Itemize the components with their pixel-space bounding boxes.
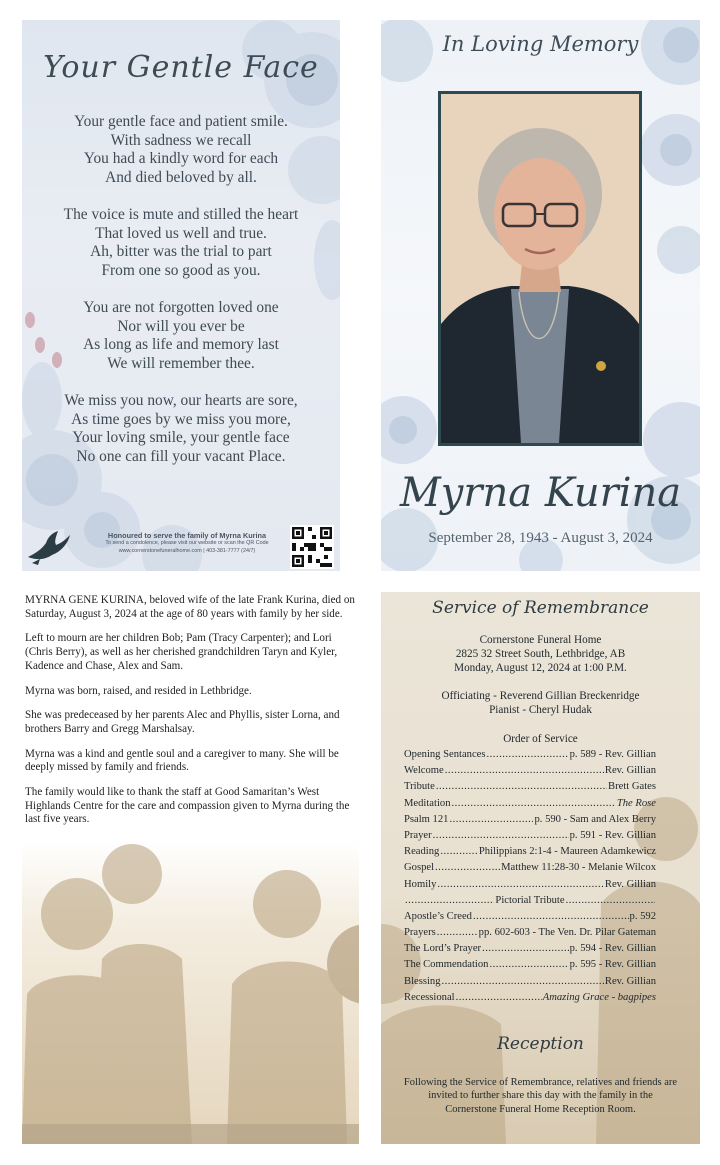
leader-dots	[437, 927, 478, 938]
poem-line: Nor will you ever be	[117, 317, 245, 335]
obituary-paragraph: The family would like to thank the staff at Good Samaritan’s West Highlands Centre for the care and compassion given to Myrna during the last five years.	[25, 786, 350, 826]
footer-line: To send a condolence, please visit our website or scan the QR Code	[105, 540, 269, 546]
obituary-paragraph: MYRNA GENE KURINA, beloved wife of the late Frank Kurina, died on Saturday, August 3, 2024 at the age of 80 years with family by her side.	[25, 594, 355, 620]
portrait-photo	[438, 91, 642, 446]
poem-line: Your gentle face and patient smile.	[74, 113, 288, 130]
order-item-name: Tribute	[404, 781, 435, 793]
reception-text	[381, 1076, 700, 1116]
leader-dots	[445, 765, 604, 776]
order-item-name: Pictorial Tribute	[495, 894, 565, 906]
order-item	[404, 798, 656, 814]
order-item-name: Homily	[404, 878, 437, 890]
leader-dots	[435, 862, 500, 873]
order-item-value: pp. 602-603 - The Ven. Dr. Pilar Gateman	[478, 927, 656, 939]
poem-stanza	[22, 299, 340, 373]
order-item-name: Welcome	[404, 765, 444, 777]
leader-dots	[452, 798, 616, 809]
poem-line: As time goes by we miss you more,	[71, 410, 291, 428]
leader-dots	[566, 895, 655, 906]
pianist: Pianist - Cheryl Hudak	[489, 704, 592, 716]
poem-line: We miss you now, our hearts are sore,	[64, 391, 298, 409]
order-item	[404, 830, 656, 846]
order-item-name: Meditation	[404, 797, 451, 809]
poem-stanza	[22, 206, 340, 280]
life-dates: September 28, 1943 - August 3, 2024	[428, 530, 653, 546]
order-item	[404, 862, 656, 878]
leader-dots	[449, 814, 533, 825]
family-photo	[22, 824, 359, 1144]
order-item-value: Amazing Grace - bagpipes	[542, 991, 656, 1003]
leader-dots	[440, 846, 478, 857]
order-item-value: p. 592	[629, 910, 656, 922]
poem-line: You had a kindly word for each	[83, 150, 279, 168]
order-item-name: Blessing	[404, 975, 441, 987]
poem-line: From one so good as you.	[101, 261, 261, 279]
footer-text	[82, 531, 292, 555]
order-item-value: Philippians 2:1-4 - Maureen Adamkewicz	[478, 846, 656, 858]
obituary-paragraph: Myrna was born, raised, and resided in Lethbridge.	[25, 684, 252, 697]
poem-line: The voice is mute and stilled the heart	[63, 205, 299, 223]
poem-line: And died beloved by all.	[105, 168, 257, 186]
poem-stanza	[22, 392, 340, 466]
leader-dots	[456, 992, 542, 1003]
service-datetime: Monday, August 12, 2024 at 1:00 P.M.	[454, 662, 627, 674]
service-title: Service of Remembrance	[432, 598, 649, 618]
poem-stanza	[22, 113, 340, 187]
poem-body	[22, 113, 340, 485]
order-item	[404, 781, 656, 797]
order-item	[404, 959, 656, 975]
order-item-value: Brett Gates	[608, 781, 656, 793]
leader-dots	[442, 976, 604, 987]
leader-dots	[437, 879, 604, 890]
service-details	[381, 633, 700, 675]
order-item-value: p. 591 - Rev. Gillian	[569, 829, 656, 841]
order-item	[404, 927, 656, 943]
poem-title: Your Gentle Face	[43, 50, 319, 85]
order-item	[404, 765, 656, 781]
order-item-value: Rev. Gillian	[604, 878, 656, 890]
poem-line: Your loving smile, your gentle face	[72, 429, 290, 447]
order-item-value: p. 590 - Sam and Alex Berry	[534, 813, 656, 825]
order-item-name: The Lord’s Prayer	[404, 943, 482, 955]
leader-dots	[482, 943, 569, 954]
order-item-value: p. 595 - Rev. Gillian	[569, 959, 656, 971]
officiants	[381, 689, 700, 717]
order-item	[404, 879, 656, 895]
leader-dots	[405, 895, 494, 906]
reception-line: invited to further share this day with the family in the	[428, 1090, 653, 1102]
order-item-name: Prayers	[404, 927, 436, 939]
poem-line: Ah, bitter was the trial to part	[90, 243, 272, 261]
leader-dots	[487, 749, 569, 760]
poem-line: With sadness we recall	[110, 131, 252, 149]
obituary-paragraph: Myrna was a kind and gentle soul and a caregiver to many. She will be deeply missed by family and friends.	[25, 747, 339, 774]
order-item-value: p. 589 - Rev. Gillian	[569, 749, 656, 760]
order-item	[404, 992, 656, 1008]
qr-code[interactable]	[290, 525, 334, 569]
order-item	[404, 911, 656, 927]
poem-line: No one can fill your vacant Place.	[76, 447, 286, 465]
cover-name: Myrna Kurina	[399, 470, 682, 516]
leader-dots	[489, 959, 568, 970]
order-item-value: The Rose	[616, 797, 656, 809]
service-panel	[381, 592, 700, 1144]
leader-dots	[433, 830, 569, 841]
poem-line: We will remember thee.	[107, 354, 255, 372]
order-item	[404, 814, 656, 830]
dove-icon	[26, 527, 72, 567]
order-heading: Order of Service	[503, 733, 578, 745]
order-item-name: Apostle’s Creed	[404, 910, 472, 922]
order-item-value: Rev. Gillian	[604, 765, 656, 777]
officiating: Officiating - Reverend Gillian Breckenridge	[441, 690, 640, 702]
order-item	[404, 976, 656, 992]
obituary-paragraph: She was predeceased by her parents Alec and Phyllis, sister Lorna, and brothers Barry and Gregg Marshalsay.	[25, 709, 340, 735]
order-item-name: Prayer	[404, 829, 432, 841]
leader-dots	[473, 911, 629, 922]
order-item-name: Gospel	[404, 862, 435, 874]
poem-line: As long as life and memory last	[83, 336, 279, 354]
obituary-panel	[22, 592, 359, 1144]
reception-title: Reception	[497, 1034, 584, 1054]
order-item-name: Recessional	[404, 991, 455, 1003]
address: 2825 32 Street South, Lethbridge, AB	[455, 648, 626, 660]
obituary-paragraph: Left to mourn are her children Bob; Pam (Tracy Carpenter); and Lori (Chris Berry), as well as her cherished grandchildren Taryn and Kyler, Kadence and Chase, Alex and Sam.	[25, 632, 338, 672]
order-item-value: p. 594 - Rev. Gillian	[569, 943, 656, 955]
footer-line: Honoured to serve the family of Myrna Kurina	[107, 531, 267, 540]
order-item-name: Reading	[404, 846, 440, 858]
reception-line: Cornerstone Funeral Home Reception Room.	[445, 1103, 636, 1115]
order-item	[404, 749, 656, 765]
cover-heading: In Loving Memory	[442, 32, 639, 56]
order-item-name: Opening Sentances	[404, 749, 486, 760]
poem-footer	[22, 525, 340, 571]
poem-panel	[22, 20, 340, 571]
obituary-text	[25, 594, 355, 838]
poem-line: That loved us well and true.	[95, 224, 267, 242]
cover-panel	[381, 20, 700, 571]
order-item	[404, 895, 656, 911]
order-item-name: The Commendation	[404, 959, 489, 971]
order-item	[404, 846, 656, 862]
leader-dots	[436, 781, 607, 792]
order-item-value: Matthew 11:28-30 - Melanie Wilcox	[501, 862, 656, 874]
reception-line: Following the Service of Remembrance, relatives and friends are	[403, 1077, 678, 1088]
order-item-value: Rev. Gillian	[604, 975, 656, 987]
website-link[interactable]: www.cornerstonefuneralhome.com | 403-381-7777 (24/7)	[118, 547, 256, 554]
venue: Cornerstone Funeral Home	[479, 634, 602, 646]
order-item-name: Psalm 121	[404, 813, 449, 825]
order-item	[404, 943, 656, 959]
poem-line: You are not forgotten loved one	[83, 298, 279, 316]
order-of-service	[404, 749, 656, 1008]
